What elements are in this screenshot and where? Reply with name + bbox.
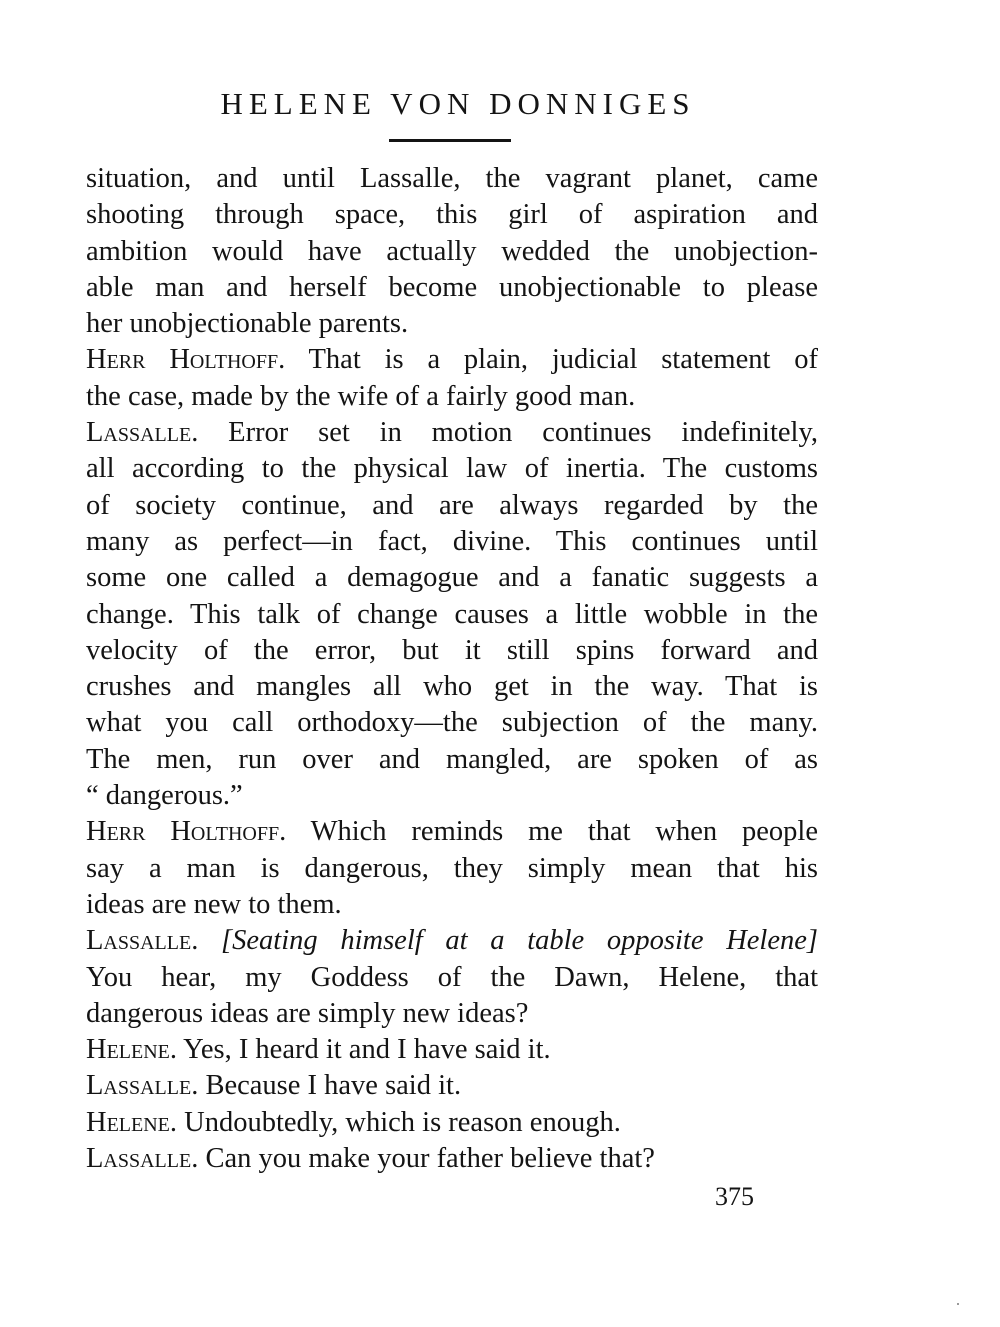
speaker-name: Helene. <box>86 1106 178 1138</box>
stage-direction: [Seating himself at a table opposite Helene] <box>198 925 818 957</box>
speech-text: Because I have said it. <box>198 1070 462 1102</box>
text-line: able man and herself become unobjectionable to please <box>86 271 818 303</box>
text-line: situation, and until Lassalle, the vagrant planet, came <box>86 163 818 194</box>
speaker-name: Lassalle. <box>86 1070 199 1102</box>
body-text <box>86 161 818 1177</box>
speech-line <box>86 1141 818 1177</box>
speech-text: Error set in motion continues indefinitely, <box>198 417 818 449</box>
speaker-name: Herr Holthoff. <box>86 344 286 376</box>
speech-text: Yes, I heard it and I have said it. <box>177 1034 551 1066</box>
scan-speck <box>957 1303 959 1305</box>
text-line: change. This talk of change causes a little wobble in the <box>86 598 818 630</box>
text-line: all according to the physical law of inertia. The customs <box>86 453 818 485</box>
page-number: 375 <box>715 1182 754 1211</box>
text-line: crushes and mangles all who get in the way. That is <box>86 671 818 703</box>
speech-line <box>86 342 818 378</box>
speaker-name: Lassalle. <box>86 1143 199 1175</box>
speech-line <box>86 923 818 959</box>
text-line: The men, run over and mangled, are spoken of as <box>86 743 818 775</box>
text-line: many as perfect—in fact, divine. This continues until <box>86 525 818 557</box>
text-line: say a man is dangerous, they simply mean that his <box>86 852 818 884</box>
speaker-name: Lassalle. <box>86 925 199 957</box>
text-line: the case, made by the wife of a fairly good man. <box>86 380 636 412</box>
text-line: dangerous ideas are simply new ideas? <box>86 997 529 1029</box>
text-line: what you call orthodoxy—the subjection of the many. <box>86 707 818 739</box>
text-line: ambition would have actually wedded the unobjection- <box>86 235 818 267</box>
speech-line <box>86 415 818 451</box>
text-line: ideas are new to them. <box>86 888 342 920</box>
speaker-name: Lassalle. <box>86 417 199 449</box>
text-line: some one called a demagogue and a fanatic suggests a <box>86 562 818 594</box>
speech-text: Undoubtedly, which is reason enough. <box>177 1106 621 1138</box>
speech-text: Can you make your father believe that? <box>198 1143 655 1175</box>
speech-line <box>86 1068 818 1104</box>
text-line: her unobjectionable parents. <box>86 308 409 340</box>
speech-line <box>86 1032 818 1068</box>
head-rule <box>389 139 511 142</box>
speech-text: That is a plain, judicial statement of <box>285 344 818 376</box>
speaker-name: Helene. <box>86 1034 178 1066</box>
text-line: “ dangerous.” <box>86 780 243 812</box>
text-line: velocity of the error, but it still spins forward and <box>86 634 818 666</box>
text-line: You hear, my Goddess of the Dawn, Helene, that <box>86 961 818 993</box>
text-line: of society continue, and are always regarded by the <box>86 489 818 521</box>
speech-line <box>86 1105 818 1141</box>
text-line: shooting through space, this girl of aspiration and <box>86 199 818 231</box>
running-head: HELENE VON DONNIGES <box>220 86 696 121</box>
speech-text: Which reminds me that when people <box>286 816 818 848</box>
speech-line <box>86 814 818 850</box>
speaker-name: Herr Holthoff. <box>86 816 287 848</box>
